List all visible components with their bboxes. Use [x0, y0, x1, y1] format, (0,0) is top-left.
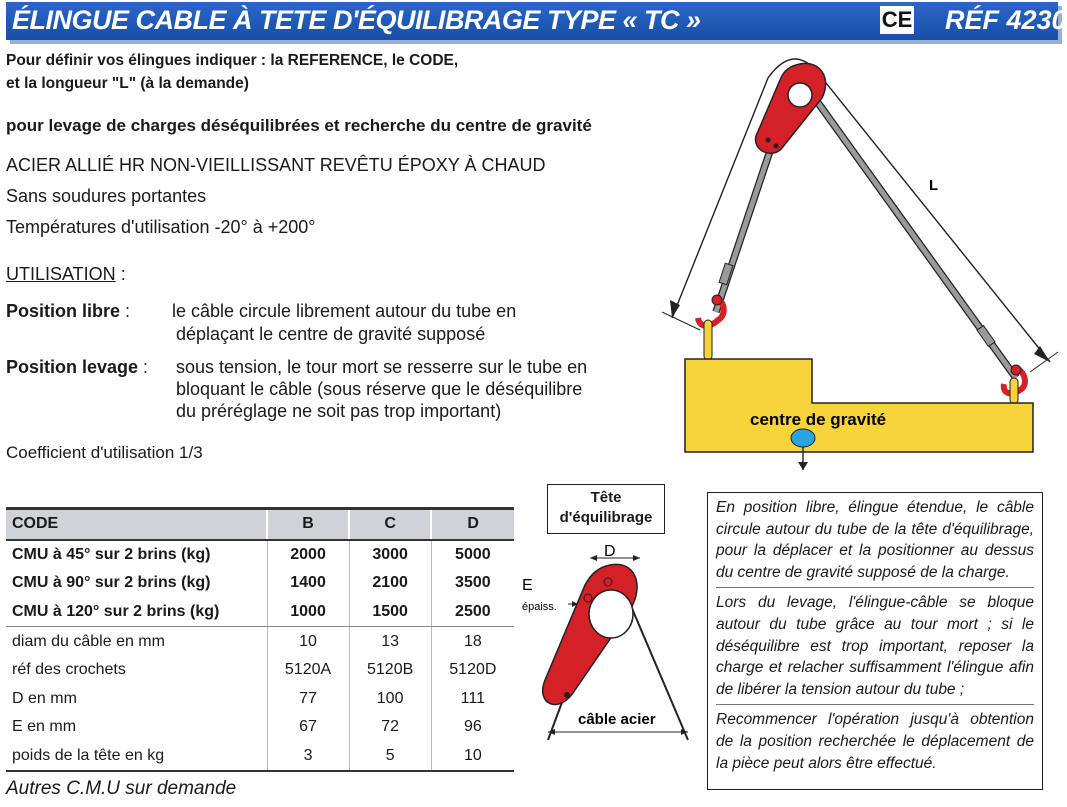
d-dimension-label: D [604, 543, 616, 560]
header-code: CODE [6, 509, 267, 540]
temperature-text: Températures d'utilisation -20° à +200° [6, 217, 316, 237]
usage-heading-wrap [6, 264, 126, 285]
free-position-label: Position libre [6, 301, 121, 321]
cell-d: 3500 [431, 569, 514, 598]
usage-heading-colon: : [115, 264, 126, 284]
cell-b: 3 [267, 742, 349, 772]
row-label: D en mm [12, 689, 77, 707]
header-b: B [267, 509, 349, 540]
row-label: CMU à 90° sur 2 brins (kg) [12, 574, 211, 592]
row-label: poids de la tête en kg [6, 742, 267, 772]
head-label-line-1: Tête [590, 489, 622, 506]
header-c: C [349, 509, 431, 540]
gravity-arrowhead [798, 462, 808, 470]
table-row [6, 569, 514, 598]
length-label: L [929, 177, 939, 194]
table-row [6, 627, 514, 656]
cell-d: 5000 [431, 540, 514, 570]
usage-notes-box [707, 492, 1043, 790]
table-header-row [6, 509, 514, 540]
thickness-label: épaiss. [522, 601, 557, 613]
lift-position-line-3: du préréglage ne soit pas trop important) [176, 401, 502, 421]
head-tube-hole [788, 83, 812, 107]
free-position-label-wrap [6, 301, 130, 322]
footer-note: Autres C.M.U sur demande [6, 778, 237, 799]
cell-b: 1000 [267, 598, 349, 627]
lift-position-line-1: sous tension, le tour mort se resserre sur le tube en [176, 357, 588, 377]
cell-c: 13 [349, 627, 431, 656]
cell-c: 1500 [349, 598, 431, 627]
cell-c: 72 [349, 713, 431, 742]
lift-position-line-2: bloquant le câble (sous réserve que le déséquilibre [176, 379, 583, 399]
cell-b: 1400 [267, 569, 349, 598]
table-row [6, 540, 514, 570]
cell-d: 2500 [431, 598, 514, 627]
free-position-colon: : [120, 301, 131, 321]
purpose-text: pour levage de charges déséquilibrées et recherche du centre de gravité [6, 116, 592, 135]
length-dimension-line [672, 59, 1050, 362]
lift-position-colon: : [138, 357, 149, 377]
tick-left [662, 312, 700, 330]
head-label-line-2: d'équilibrage [559, 509, 653, 526]
row-label: E en mm [12, 718, 77, 736]
cell-c: 5 [349, 742, 431, 772]
header-d: D [431, 509, 514, 540]
center-of-gravity-marker [791, 429, 815, 447]
note-paragraph-1: En position libre, élingue étendue, le câble circule autour du tube de la tête d'équilibrage, pour la déplacer et la positionner au dessus du centre de gravité supposé de la charge. [716, 499, 1034, 581]
cell-d: 10 [431, 742, 514, 772]
welds-text: Sans soudures portantes [6, 186, 207, 206]
free-position-line-2: déplaçant le centre de gravité supposé [176, 324, 486, 344]
table-row [6, 656, 514, 685]
cell-c: 3000 [349, 540, 431, 570]
cell-c: 5120B [349, 656, 431, 685]
steel-cable-label: câble acier [578, 711, 656, 728]
header [0, 0, 1067, 44]
e-dimension-label: E [522, 577, 533, 594]
table-row [6, 713, 514, 742]
row-label: diam du câble en mm [12, 632, 165, 650]
ferrule-right [977, 326, 995, 347]
hook-left [698, 295, 724, 360]
intro-line-2: et la longueur "L" (à la demande) [6, 75, 249, 92]
coefficient-text: Coefficient d'utilisation 1/3 [6, 443, 203, 462]
note-paragraph-2: Lors du levage, l'élingue-câble se bloque autour du tube grâce au tour mort ; si le déséquilibre est trop important, reposer la charge et relacher suffisamment l'élingue afin de libérer la tension autour du tube ; [716, 594, 1034, 698]
cell-d: 5120D [431, 656, 514, 685]
row-label: CMU à 45° sur 2 brins (kg) [12, 545, 211, 563]
load-block [685, 359, 1033, 452]
cell-b: 10 [267, 627, 349, 656]
head-label-box [547, 484, 665, 534]
ce-mark-logo: CE [881, 7, 913, 32]
row-label: CMU à 120° sur 2 brins (kg) [6, 598, 267, 627]
detail-tube-hole [589, 590, 633, 638]
table-row [6, 685, 514, 714]
table-row [6, 598, 514, 627]
row-label: réf des crochets [12, 661, 126, 679]
center-of-gravity-label: centre de gravité [750, 410, 887, 429]
free-position-line-1: le câble circule librement autour du tube en [172, 301, 517, 321]
intro-line-1: Pour définir vos élingues indiquer : la REFERENCE, le CODE, [6, 52, 459, 69]
cell-b: 67 [267, 713, 349, 742]
cell-d: 96 [431, 713, 514, 742]
cell-d: 18 [431, 627, 514, 656]
table-row [6, 742, 514, 772]
usage-heading: UTILISATION [6, 264, 116, 284]
page-title: ÉLINGUE CABLE À TETE D'ÉQUILIBRAGE TYPE « TC » [12, 5, 701, 35]
note-divider-2 [716, 704, 1034, 705]
lift-position-label-wrap [6, 357, 148, 378]
cell-b: 77 [267, 685, 349, 714]
reference-number: RÉF 4230 [945, 5, 1067, 35]
cell-d: 111 [431, 685, 514, 714]
note-divider-1 [716, 587, 1034, 588]
note-paragraph-3: Recommencer l'opération jusqu'à obtention de la position recherchée le déplacement de la pièce peut alors être effectué. [716, 711, 1034, 772]
cell-c: 2100 [349, 569, 431, 598]
lift-position-label: Position levage [6, 357, 139, 377]
cell-c: 100 [349, 685, 431, 714]
head-detail-diagram [515, 535, 700, 745]
sling-diagram [660, 50, 1060, 470]
specification-table [6, 507, 514, 772]
material-text: ACIER ALLIÉ HR NON-VIEILLISSANT REVÊTU ÉPOXY À CHAUD [6, 155, 546, 175]
cell-b: 2000 [267, 540, 349, 570]
cell-b: 5120A [267, 656, 349, 685]
